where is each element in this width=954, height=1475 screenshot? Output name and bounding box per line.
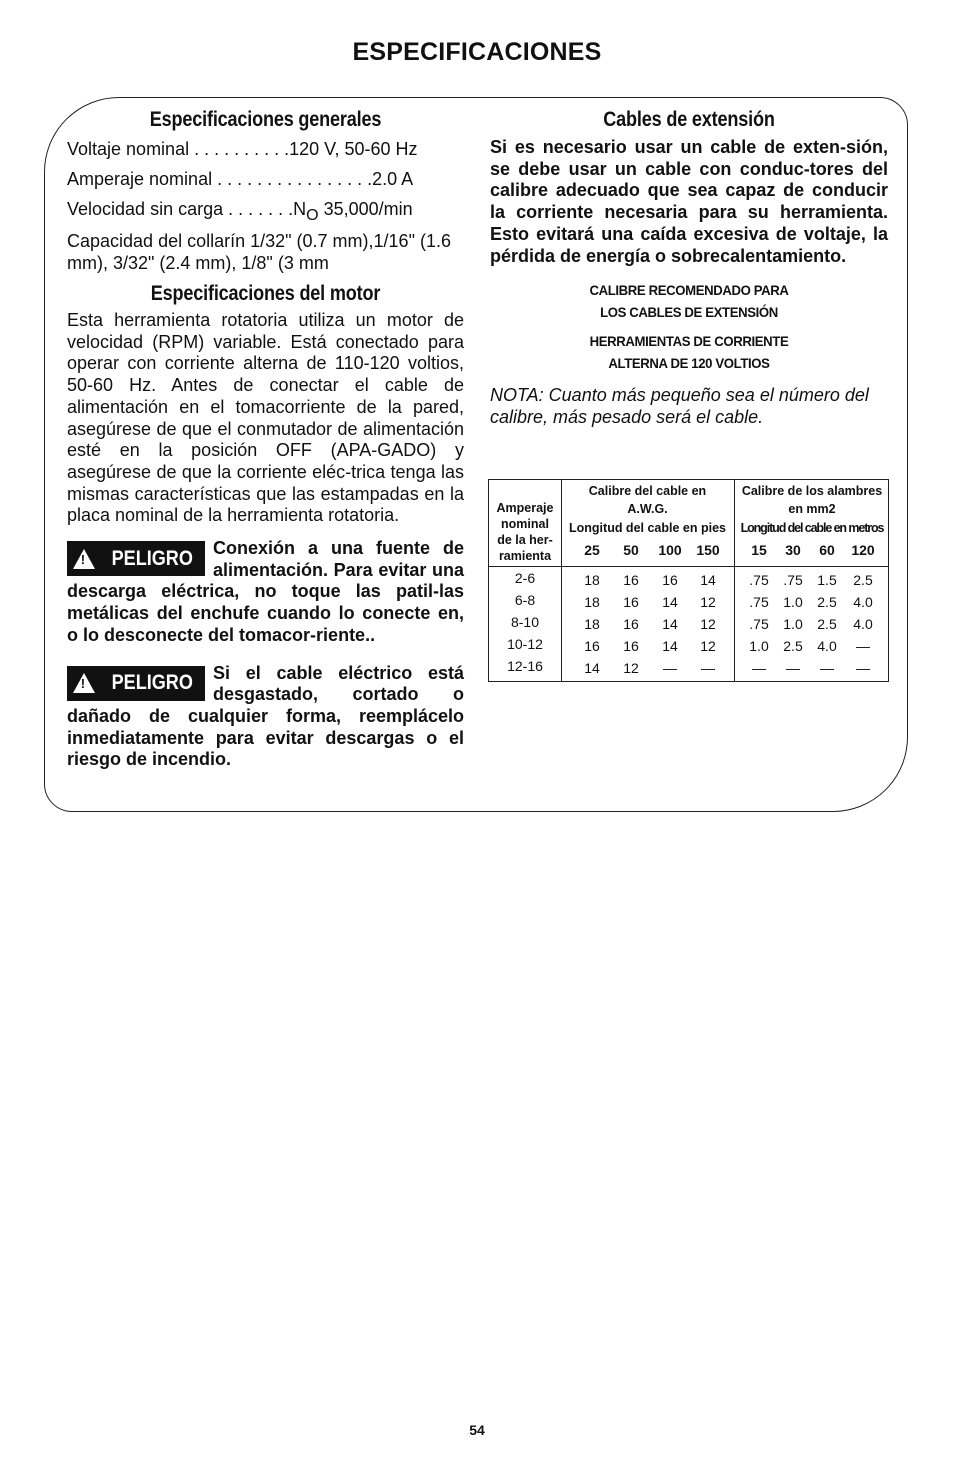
speed-subscript: O (306, 207, 319, 224)
mm-length-header: 30 (785, 542, 801, 558)
table-cell-mm: 2.5 (853, 572, 873, 588)
awg-length-header: 50 (623, 542, 639, 558)
collet-spec: Capacidad del collarín 1/32" (0.7 mm),1/16" (1.6 mm), 3/32" (2.4 mm), 1/8" (3 mm (67, 231, 451, 273)
table-cell-awg: 16 (623, 594, 639, 610)
gauge-heading-line1: CALIBRE RECOMENDADO PARA (589, 282, 789, 299)
table-cell-mm: 1.5 (817, 572, 837, 588)
general-specs-heading: Especificaciones generales (149, 108, 382, 131)
table-cell-mm: 1.0 (749, 638, 769, 654)
table-cell-mm: 4.0 (817, 638, 837, 654)
table-cell-amperage: 10-12 (507, 636, 543, 652)
table-cell-mm: 1.0 (783, 616, 803, 632)
warning-triangle-icon: ! (73, 673, 95, 693)
danger-notice-1 (67, 538, 464, 647)
mm-length-header: 60 (819, 542, 835, 558)
awg-length-header: 150 (696, 542, 720, 558)
table-cell-amperage: 12-16 (507, 658, 543, 674)
table-cell-awg: 16 (623, 572, 639, 588)
table-header-awg-length: Longitud del cable en pies (569, 521, 726, 535)
table-cell-awg: 14 (662, 638, 678, 654)
table-cell-awg: 16 (584, 638, 600, 654)
table-cell-awg: 14 (662, 616, 678, 632)
danger-notice-2 (67, 663, 464, 772)
table-divider (489, 566, 888, 567)
table-header-line: Calibre del cable en (588, 484, 707, 498)
table-cell-mm: .75 (749, 572, 769, 588)
speed-spec (67, 198, 464, 222)
table-cell-amperage: 8-10 (510, 614, 540, 630)
table-cell-awg: 12 (700, 616, 716, 632)
table-cell-mm: — (786, 660, 800, 676)
tools-heading-line2: ALTERNA DE 120 VOLTIOS (608, 355, 770, 372)
awg-length-header: 25 (584, 542, 600, 558)
extension-cord-table (488, 479, 889, 682)
table-cell-mm: 1.0 (783, 594, 803, 610)
danger-badge (67, 666, 205, 701)
amperage-spec: Amperaje nominal . . . . . . . . . . . . . . . .2.0 A (67, 169, 414, 189)
table-header-line: Amperaje (496, 501, 554, 515)
voltage-spec: Voltaje nominal . . . . . . . . . .120 V, 50-60 Hz (67, 139, 418, 159)
gauge-heading-line2: LOS CABLES DE EXTENSIÓN (600, 304, 778, 321)
gauge-note: NOTA: Cuanto más pequeño sea el número del calibre, más pesado será el cable. (490, 385, 869, 428)
right-column (490, 106, 888, 428)
motor-specs-heading: Especificaciones del motor (150, 282, 381, 305)
table-header-line: nominal (501, 517, 549, 531)
table-cell-awg: 14 (700, 572, 716, 588)
awg-length-header: 100 (658, 542, 682, 558)
table-header-line: de la her- (497, 533, 553, 547)
table-cell-mm: — (856, 660, 870, 676)
table-cell-awg: 16 (623, 616, 639, 632)
mm-length-header: 120 (851, 542, 875, 558)
table-cell-awg: — (663, 660, 677, 676)
table-cell-awg: 18 (584, 594, 600, 610)
speed-prefix: Velocidad sin carga . . . . . . .N (67, 199, 307, 219)
table-cell-awg: 12 (623, 660, 639, 676)
danger-text: Conexión a una fuente de alimentación. Para evitar una descarga eléctrica, no toque las patil-las metálicas del enchufe cuando lo conecte en, o lo desconecte del tomacor-riente.. (67, 538, 464, 645)
table-cell-awg: — (701, 660, 715, 676)
table-cell-awg: 12 (700, 638, 716, 654)
danger-text: Si el cable eléctrico está desgastado, cortado o dañado de cualquier forma, reemplácelo inmediatamente para evitar descargas o el riesgo de incendio. (67, 662, 464, 770)
table-header-mm (734, 482, 890, 518)
table-cell-awg: 12 (700, 594, 716, 610)
danger-badge (67, 541, 205, 576)
table-cell-amperage: 2-6 (514, 570, 536, 586)
table-header-amperage (489, 500, 561, 564)
table-cell-awg: 14 (662, 594, 678, 610)
table-cell-mm: .75 (783, 572, 803, 588)
table-cell-mm: — (856, 638, 870, 654)
table-cell-awg: 18 (584, 572, 600, 588)
extension-cords-heading: Cables de extensión (603, 108, 775, 131)
table-cell-awg: 14 (584, 660, 600, 676)
table-cell-mm: — (752, 660, 766, 676)
table-cell-mm: .75 (749, 616, 769, 632)
page-title: ESPECIFICACIONES (352, 38, 602, 66)
tools-heading-line1: HERRAMIENTAS DE CORRIENTE (589, 333, 789, 350)
table-cell-mm: — (820, 660, 834, 676)
table-cell-mm: 4.0 (853, 594, 873, 610)
table-header-awg (561, 482, 734, 518)
table-cell-awg: 18 (584, 616, 600, 632)
table-cell-mm: 4.0 (853, 616, 873, 632)
speed-value: 35,000/min (318, 199, 413, 219)
page-number: 54 (469, 1422, 485, 1438)
table-header-line: ramienta (498, 549, 552, 563)
table-cell-awg: 16 (662, 572, 678, 588)
danger-label: PELIGRO (111, 546, 193, 570)
table-cell-amperage: 6-8 (514, 592, 536, 608)
warning-triangle-icon: ! (73, 549, 95, 569)
table-cell-mm: 2.5 (817, 594, 837, 610)
left-column (67, 106, 464, 771)
table-header-mm-length: Longitud del cable en metros (740, 521, 884, 535)
motor-text: Esta herramienta rotatoria utiliza un motor de velocidad (RPM) variable. Está conectado para operar con corriente alterna de 110-120 voltios, 50-60 Hz. Antes de conectar el cable de alimentación en el tomacorriente de la pared, asegúrese de que el conmutador de alimentación esté en la posición OFF (APA-GADO) y asegúrese de que la corriente eléc-trica tenga las mismas características que las estampadas en la placa nominal de la herramienta rotatoria. (67, 310, 464, 526)
danger-label: PELIGRO (111, 671, 193, 695)
table-cell-mm: 2.5 (817, 616, 837, 632)
table-cell-awg: 16 (623, 638, 639, 654)
table-cell-mm: 2.5 (783, 638, 803, 654)
mm-length-header: 15 (751, 542, 767, 558)
table-cell-mm: .75 (749, 594, 769, 610)
table-header-line: Calibre de los alambres (741, 484, 883, 498)
table-header-line: A.W.G. (627, 502, 668, 516)
extension-text: Si es necesario usar un cable de exten-sión, se debe usar un cable con conduc-tores del calibre adecuado que sea capaz de conducir la corriente necesaria para su herramienta. Esto evitará una caída excesiva de voltaje, la pérdida de energía o sobrecalentamiento. (490, 137, 888, 266)
table-header-line: en mm2 (788, 502, 836, 516)
